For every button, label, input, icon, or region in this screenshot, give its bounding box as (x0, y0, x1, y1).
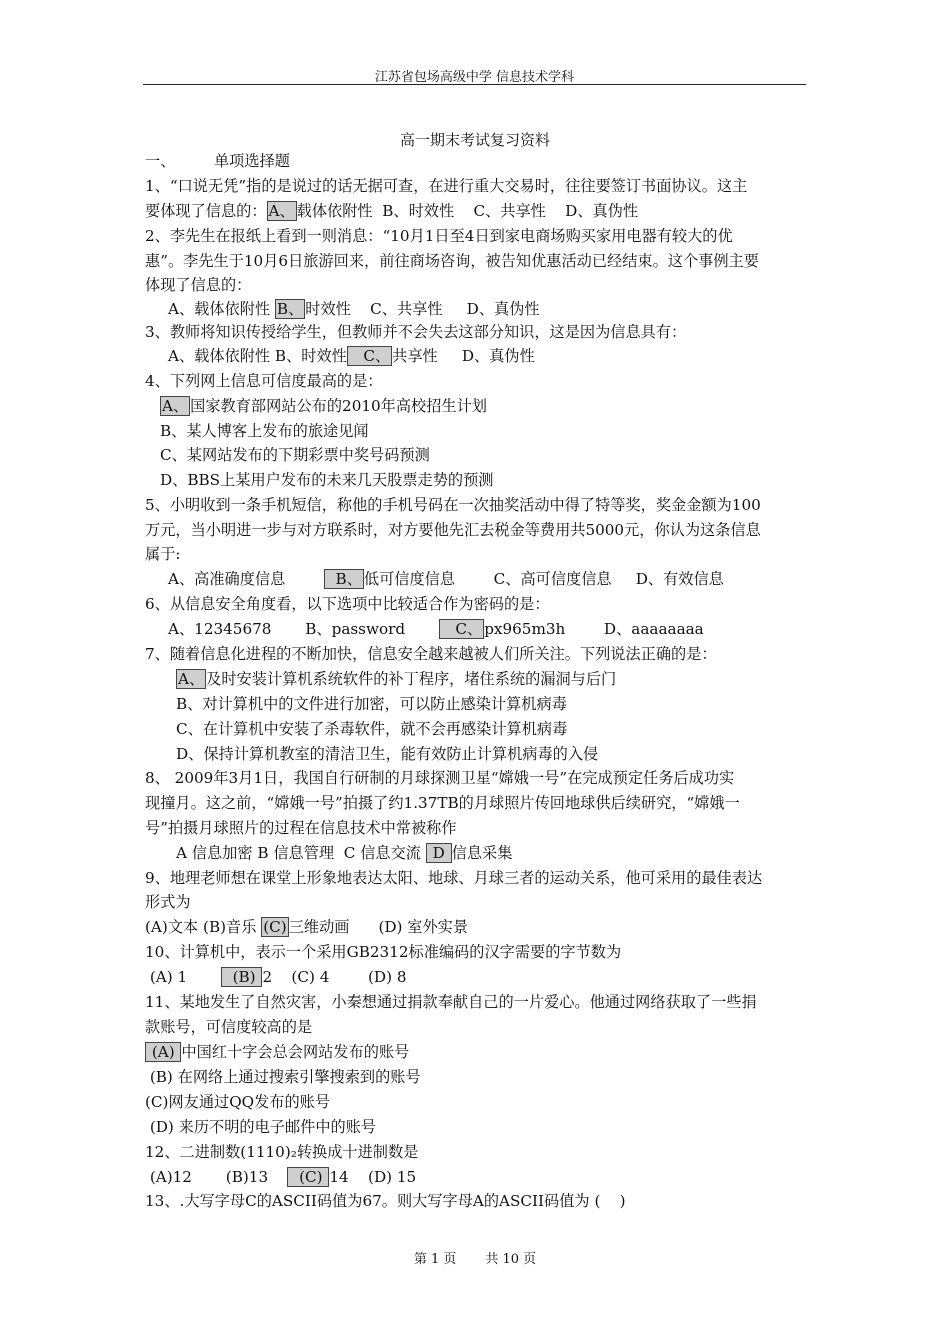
answer-highlight: (A) (147, 1043, 180, 1061)
text-line (160, 396, 487, 416)
text-line (145, 151, 290, 171)
text-line (168, 619, 704, 639)
text-line (145, 992, 757, 1012)
text-line (145, 644, 717, 664)
line-text: 国家教育部网站公布的2010年高校招生计划 (190, 397, 487, 415)
text-line (145, 1042, 409, 1062)
text-line (176, 744, 598, 764)
text-line (168, 569, 724, 589)
line-text: px965m3h D、aaaaaaaa (484, 620, 704, 638)
text-line (145, 226, 733, 246)
line-text: A、载体依附性 B、时效性 (168, 347, 347, 365)
line-text: 13、.大写字母C的ASCII码值为67。则大写字母A的ASCII码值为 ( ) (145, 1192, 626, 1210)
answer-highlight: D (427, 844, 450, 862)
text-line (176, 719, 567, 739)
line-text: 三维动画 (D) 室外实景 (288, 918, 469, 936)
line-text: 4、下列网上信息可信度最高的是： (145, 372, 383, 390)
line-text: 7、随着信息化进程的不断加快，信息安全越来越被人们所关注。下列说法正确的是： (145, 645, 717, 663)
line-text: (A) 1 (145, 968, 221, 986)
text-line (160, 445, 430, 465)
line-text: A、载体依附性 (168, 300, 275, 318)
text-line (145, 371, 382, 391)
text-line (145, 892, 191, 912)
text-line (176, 669, 616, 689)
text-line (145, 1017, 312, 1037)
line-text: (B) 在网络上通过搜索引擎搜索到的账号 (145, 1068, 421, 1086)
text-line (145, 594, 550, 614)
line-text: A 信息加密 B 信息管理 C 信息交流 (176, 844, 426, 862)
text-line (145, 176, 747, 196)
line-text: C、某网站发布的下期彩票中奖号码预测 (160, 446, 430, 464)
page-footer: 第 1 页 共 10 页 (413, 1252, 537, 1267)
line-text: 3、教师将知识传授给学生，但教师并不会失去这部分知识，这是因为信息具有： (145, 323, 687, 341)
line-text: B、对计算机中的文件进行加密，可以防止感染计算机病毒 (176, 695, 567, 713)
text-line (145, 1117, 376, 1137)
text-line (176, 843, 512, 863)
text-line (145, 818, 457, 838)
line-text: 要体现了信息的： (145, 202, 267, 220)
page-header: 江苏省包场高级中学 信息技术学科 (374, 70, 575, 85)
text-line (145, 1191, 626, 1211)
text-line (145, 1067, 421, 1087)
line-text: 惠”。李先生于10月6日旅游回来，前往商场咨询，被告知优惠活动已经结束。这个事例主要 (145, 252, 759, 270)
answer-highlight: C、 (348, 347, 391, 365)
answer-highlight: A、 (268, 202, 295, 220)
line-text: 时效性 C、共享性 D、真伪性 (305, 300, 540, 318)
header-divider (143, 84, 806, 85)
line-text: 共享性 D、真伪性 (392, 347, 535, 365)
line-text: (C)网友通过QQ发布的账号 (145, 1093, 331, 1111)
text-line (145, 793, 740, 813)
line-text: 低可信度信息 C、高可信度信息 D、有效信息 (363, 570, 724, 588)
text-line (145, 322, 686, 342)
line-text: (A)文本 (B)音乐 (145, 918, 262, 936)
text-line (176, 694, 567, 714)
text-line (145, 201, 638, 221)
text-line (145, 1142, 418, 1162)
line-text: 中国红十字会总会网站发布的账号 (181, 1043, 410, 1061)
line-text: 2、李先生在报纸上看到一则消息：“10月1日至4日到家电商场购买家用电器有较大的优 (145, 227, 733, 245)
line-text: D、BBS上某用户发布的未来几天股票走势的预测 (160, 471, 494, 489)
line-text: 一、 单项选择题 (145, 152, 290, 170)
answer-highlight: C、 (440, 620, 483, 638)
line-text: 属于: (145, 545, 181, 563)
line-text: 6、从信息安全角度看，以下选项中比较适合作为密码的是： (145, 595, 550, 613)
line-text: 现撞月。这之前，“嫦娥一号”拍摄了约1.37TB的月球照片传回地球供后续研究，“嫦娥一 (145, 794, 740, 812)
line-text: (D) 来历不明的电子邮件中的账号 (145, 1118, 377, 1136)
line-text: 9、地理老师想在课堂上形象地表达太阳、地球、月球三者的运动关系，他可采用的最佳表达 (145, 869, 763, 887)
answer-highlight: A、 (162, 397, 189, 415)
text-line (145, 942, 621, 962)
line-text: B、某人博客上发布的旅途见闻 (160, 422, 369, 440)
text-line (160, 470, 493, 490)
line-text: 8、 2009年3月1日，我国自行研制的月球探测卫星“嫦娥一号”在完成预定任务后成功实 (145, 769, 735, 787)
text-line (168, 346, 535, 366)
text-line (145, 917, 468, 937)
line-text: 形式为 (145, 893, 191, 911)
line-text: 1、“口说无凭”指的是说过的话无据可查，在进行重大交易时，往往要签订书面协议。这主 (145, 177, 748, 195)
answer-highlight: (C) (289, 1168, 328, 1186)
text-line (145, 1167, 416, 1187)
answer-highlight: (B) (222, 968, 261, 986)
answer-highlight: B、 (325, 570, 362, 588)
line-text: 号”拍摄月球照片的过程在信息技术中常被称作 (145, 819, 457, 837)
line-text: (A)12 (B)13 (145, 1168, 288, 1186)
text-line (145, 1092, 330, 1112)
text-line (160, 421, 369, 441)
text-line (145, 495, 761, 515)
text-line (168, 299, 540, 319)
line-text: 载体依附性 B、时效性 C、共享性 D、真伪性 (296, 202, 639, 220)
line-text: 5、小明收到一条手机短信，称他的手机号码在一次抽奖活动中得了特等奖，奖金金额为100 (145, 496, 761, 514)
line-text: A、12345678 B、password (168, 620, 439, 638)
line-text: 体现了信息的： (145, 276, 252, 294)
line-text: 10、计算机中，表示一个采用GB2312标准编码的汉字需要的字节数为 (145, 943, 622, 961)
text-line (145, 520, 761, 540)
text-line (145, 275, 251, 295)
text-line (145, 544, 181, 564)
text-line (145, 251, 759, 271)
text-line (145, 868, 762, 888)
line-text: C、在计算机中安装了杀毒软件，就不会再感染计算机病毒 (176, 720, 568, 738)
line-text: 11、某地发生了自然灾害，小秦想通过捐款奉献自己的一片爱心。他通过网络获取了一些捐 (145, 993, 757, 1011)
text-line (145, 768, 734, 788)
line-text: 2 (C) 4 (D) 8 (262, 968, 407, 986)
line-text: 款账号，可信度较高的是 (145, 1018, 313, 1036)
answer-highlight: A、 (178, 670, 205, 688)
line-text: 万元，当小明进一步与对方联系时，对方要他先汇去税金等费用共5000元，你认为这条信息 (145, 521, 761, 539)
text-line (145, 967, 407, 987)
line-text: 信息采集 (451, 844, 513, 862)
line-text: 及时安装计算机系统软件的补丁程序，堵住系统的漏洞与后门 (206, 670, 617, 688)
answer-highlight: (C) (263, 918, 287, 936)
answer-highlight: B、 (276, 300, 304, 318)
line-text: 12、二进制数(1110)₂转换成十进制数是 (145, 1143, 419, 1161)
line-text: D、保持计算机教室的清洁卫生，能有效防止计算机病毒的入侵 (176, 745, 599, 763)
line-text: A、高准确度信息 (168, 570, 324, 588)
line-text: 14 (D) 15 (329, 1168, 417, 1186)
page-title: 高一期末考试复习资料 (399, 131, 550, 149)
